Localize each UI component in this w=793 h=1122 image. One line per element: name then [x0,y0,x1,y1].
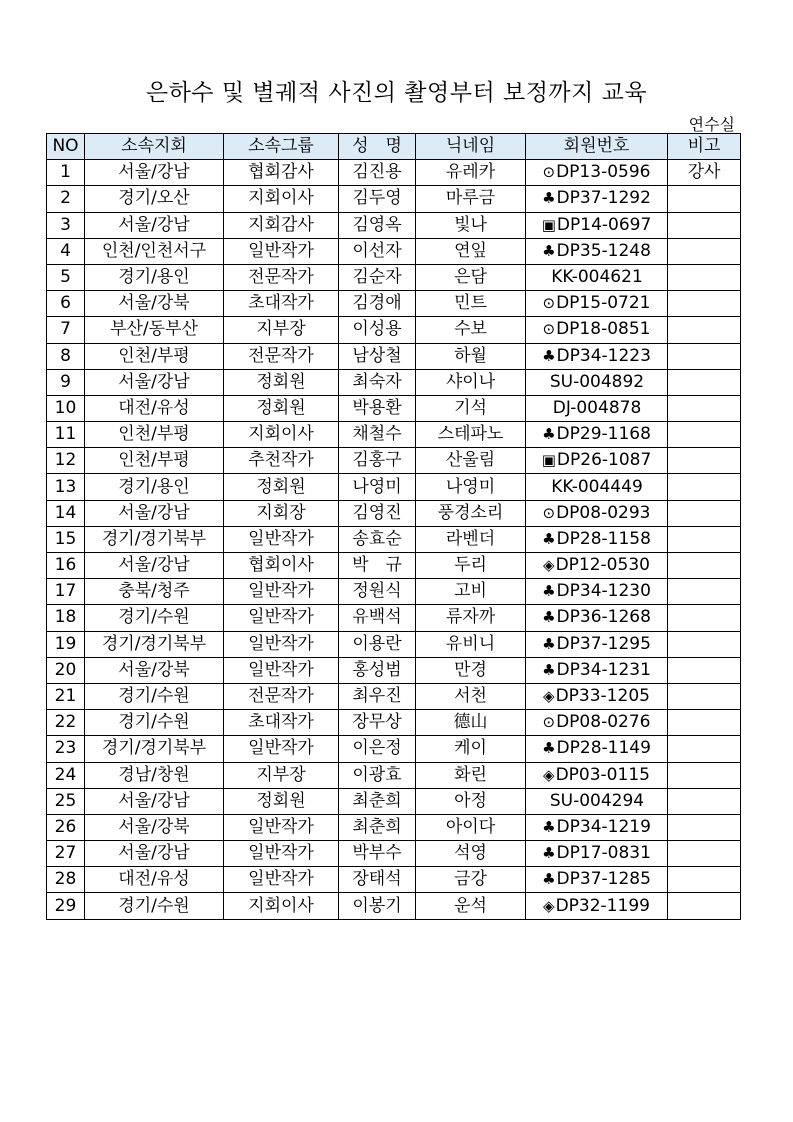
cell-group: 협회감사 [224,160,339,186]
cell-member-no [526,317,668,343]
table-row [47,605,741,631]
cell-no: 5 [47,264,85,290]
cell-branch: 부산/동부산 [85,317,224,343]
cell-member-no [526,814,668,840]
cell-nickname: 아정 [416,788,526,814]
cell-no: 14 [47,500,85,526]
header-nickname: 닉네임 [416,134,526,160]
member-number: DP15-0721 [556,293,651,314]
cell-member-no [526,867,668,893]
member-grade-icon: ⊙ [542,294,556,313]
member-number: DP37-1292 [556,188,651,209]
cell-branch: 경기/수원 [85,683,224,709]
cell-branch: 경남/창원 [85,762,224,788]
cell-group: 지부장 [224,317,339,343]
member-number: DP18-0851 [556,319,651,340]
cell-member-no [526,238,668,264]
cell-no: 15 [47,526,85,552]
cell-group: 지부장 [224,762,339,788]
member-number: DP08-0276 [556,712,651,733]
cell-branch: 서울/강북 [85,291,224,317]
cell-nickname: 나영미 [416,474,526,500]
cell-branch: 서울/강남 [85,212,224,238]
cell-group: 지회이사 [224,893,339,919]
member-number: DP14-0697 [556,214,652,235]
cell-name: 송효순 [339,526,416,552]
table-row [47,867,741,893]
cell-member-no [526,369,668,395]
header-group: 소속그룹 [224,134,339,160]
cell-note [668,841,741,867]
cell-member-no [526,553,668,579]
cell-nickname: 연잎 [416,238,526,264]
cell-member-no [526,186,668,212]
cell-name: 이성용 [339,317,416,343]
cell-branch: 인천/부평 [85,448,224,474]
header-row [47,134,741,160]
cell-member-no [526,291,668,317]
cell-nickname: 산울림 [416,448,526,474]
member-number: SU-004294 [549,790,645,811]
cell-group: 지회이사 [224,422,339,448]
table-header [47,134,741,160]
cell-group: 일반작가 [224,238,339,264]
cell-nickname: 샤이나 [416,369,526,395]
member-number: DP36-1268 [556,607,651,628]
table-row [47,553,741,579]
cell-group: 초대작가 [224,710,339,736]
cell-no: 25 [47,788,85,814]
cell-branch: 서울/강남 [85,553,224,579]
cell-group: 일반작가 [224,814,339,840]
table-row [47,291,741,317]
cell-note [668,422,741,448]
member-number: DP34-1219 [556,816,651,837]
cell-member-no [526,710,668,736]
cell-branch: 대전/유성 [85,395,224,421]
member-number: DP17-0831 [556,843,651,864]
member-number: DP34-1223 [556,345,651,366]
department-label: 연수실 [688,115,735,134]
cell-note [668,448,741,474]
cell-branch: 인천/인천서구 [85,238,224,264]
cell-branch: 경기/수원 [85,710,224,736]
table-row [47,631,741,657]
cell-branch: 대전/유성 [85,867,224,893]
cell-note [668,553,741,579]
cell-no: 29 [47,893,85,919]
member-number: DP08-0293 [556,502,651,523]
cell-group: 일반작가 [224,657,339,683]
cell-no: 10 [47,395,85,421]
member-number: DP37-1285 [556,869,651,890]
cell-group: 지회감사 [224,212,339,238]
cell-no: 27 [47,841,85,867]
cell-name: 남상철 [339,343,416,369]
member-grade-icon: ⊙ [542,713,556,732]
cell-name: 김경애 [339,291,416,317]
cell-no: 1 [47,160,85,186]
cell-no: 17 [47,579,85,605]
cell-no: 13 [47,474,85,500]
cell-group: 추천작가 [224,448,339,474]
cell-member-no [526,683,668,709]
table-row [47,788,741,814]
member-grade-icon: ♣ [542,529,556,548]
cell-branch: 경기/경기북부 [85,631,224,657]
cell-nickname: 화린 [416,762,526,788]
member-grade-icon: ◈ [543,765,555,784]
table-row [47,526,741,552]
cell-group: 협회이사 [224,553,339,579]
header-note: 비고 [668,134,741,160]
cell-nickname: 고비 [416,579,526,605]
member-grade-icon: ⊙ [542,163,556,182]
cell-no: 7 [47,317,85,343]
cell-member-no [526,841,668,867]
cell-note: 강사 [668,160,741,186]
member-grade-icon: ♣ [542,241,556,260]
cell-nickname: 마루금 [416,186,526,212]
cell-member-no [526,212,668,238]
member-number: DP35-1248 [556,240,651,261]
cell-no: 19 [47,631,85,657]
table-row [47,579,741,605]
cell-member-no [526,422,668,448]
cell-nickname: 아이다 [416,814,526,840]
cell-branch: 서울/강북 [85,814,224,840]
cell-nickname: 스테파노 [416,422,526,448]
member-grade-icon: ♣ [542,817,556,836]
member-number: DP28-1149 [556,738,651,759]
cell-member-no [526,631,668,657]
cell-name: 박부수 [339,841,416,867]
member-grade-icon: ♣ [542,660,556,679]
cell-nickname: 금강 [416,867,526,893]
cell-nickname: 민트 [416,291,526,317]
cell-branch: 서울/강북 [85,657,224,683]
cell-member-no [526,474,668,500]
member-number: DJ-004878 [552,397,642,418]
cell-group: 전문작가 [224,683,339,709]
cell-branch: 경기/수원 [85,605,224,631]
cell-nickname: 하월 [416,343,526,369]
cell-branch: 경기/용인 [85,474,224,500]
cell-no: 3 [47,212,85,238]
member-grade-icon: ♣ [542,582,556,601]
cell-note [668,762,741,788]
cell-group: 일반작가 [224,526,339,552]
cell-note [668,683,741,709]
cell-group: 일반작가 [224,736,339,762]
member-grade-icon: ♣ [542,608,556,627]
cell-note [668,395,741,421]
table-row [47,474,741,500]
cell-no: 11 [47,422,85,448]
cell-no: 12 [47,448,85,474]
header-member-no: 회원번호 [526,134,668,160]
cell-nickname: 케이 [416,736,526,762]
member-number: DP34-1231 [556,659,651,680]
cell-group: 전문작가 [224,264,339,290]
cell-group: 일반작가 [224,867,339,893]
cell-nickname: 석영 [416,841,526,867]
member-grade-icon: ⊙ [542,503,556,522]
cell-branch: 인천/부평 [85,343,224,369]
cell-group: 정회원 [224,788,339,814]
member-grade-icon: ◈ [543,687,555,706]
cell-group: 일반작가 [224,579,339,605]
cell-name: 장태석 [339,867,416,893]
cell-no: 24 [47,762,85,788]
cell-nickname: 유레카 [416,160,526,186]
table-row [47,500,741,526]
cell-member-no [526,893,668,919]
cell-no: 26 [47,814,85,840]
cell-name: 이선자 [339,238,416,264]
cell-branch: 서울/강남 [85,788,224,814]
cell-name: 김영옥 [339,212,416,238]
cell-note [668,238,741,264]
member-grade-icon: ♣ [542,739,556,758]
table-body [47,160,741,919]
table-row [47,736,741,762]
cell-member-no [526,605,668,631]
member-number: DP29-1168 [556,424,651,445]
cell-name: 최우진 [339,683,416,709]
member-number: KK-004449 [551,476,643,497]
cell-nickname: 류자까 [416,605,526,631]
member-number: DP26-1087 [556,450,652,471]
cell-no: 28 [47,867,85,893]
member-number: DP12-0530 [555,555,650,576]
cell-member-no [526,788,668,814]
cell-note [668,814,741,840]
cell-no: 20 [47,657,85,683]
table-row [47,395,741,421]
table-row [47,448,741,474]
cell-note [668,579,741,605]
member-number: KK-004621 [551,267,643,288]
cell-name: 최춘희 [339,814,416,840]
cell-note [668,369,741,395]
cell-name: 이광효 [339,762,416,788]
member-number: DP13-0596 [556,162,651,183]
cell-name: 홍성범 [339,657,416,683]
cell-name: 김홍구 [339,448,416,474]
table-row [47,657,741,683]
member-number: DP33-1205 [555,686,650,707]
cell-name: 박용환 [339,395,416,421]
header-branch: 소속지회 [85,134,224,160]
cell-branch: 인천/부평 [85,422,224,448]
cell-no: 22 [47,710,85,736]
cell-branch: 충북/청주 [85,579,224,605]
cell-note [668,867,741,893]
cell-name: 이용란 [339,631,416,657]
cell-note [668,343,741,369]
cell-group: 초대작가 [224,291,339,317]
cell-nickname: 서천 [416,683,526,709]
cell-member-no [526,762,668,788]
cell-note [668,605,741,631]
cell-member-no [526,579,668,605]
table-row [47,422,741,448]
cell-name: 이봉기 [339,893,416,919]
member-grade-icon: ♣ [542,870,556,889]
cell-branch: 서울/강남 [85,500,224,526]
cell-note [668,526,741,552]
member-number: DP03-0115 [555,764,650,785]
cell-member-no [526,736,668,762]
member-number: DP34-1230 [556,581,651,602]
cell-group: 지회장 [224,500,339,526]
cell-note [668,186,741,212]
cell-note [668,317,741,343]
cell-note [668,710,741,736]
table-row [47,683,741,709]
cell-member-no [526,343,668,369]
cell-note [668,500,741,526]
cell-nickname: 수보 [416,317,526,343]
cell-branch: 서울/강남 [85,369,224,395]
header-name: 성 명 [339,134,416,160]
member-grade-icon: ♣ [542,844,556,863]
cell-name: 김두영 [339,186,416,212]
cell-nickname: 德山 [416,710,526,736]
cell-group: 일반작가 [224,605,339,631]
table-row [47,814,741,840]
cell-name: 장무상 [339,710,416,736]
cell-member-no [526,526,668,552]
header-no: NO [47,134,85,160]
cell-member-no [526,264,668,290]
cell-group: 일반작가 [224,841,339,867]
table-row [47,160,741,186]
member-number: DP28-1158 [556,528,651,549]
cell-nickname: 유비니 [416,631,526,657]
cell-branch: 경기/용인 [85,264,224,290]
cell-group: 정회원 [224,395,339,421]
cell-no: 4 [47,238,85,264]
cell-member-no [526,448,668,474]
cell-nickname: 라벤더 [416,526,526,552]
cell-branch: 서울/강남 [85,841,224,867]
table-row [47,186,741,212]
cell-note [668,474,741,500]
cell-name: 이은정 [339,736,416,762]
cell-no: 6 [47,291,85,317]
cell-no: 8 [47,343,85,369]
member-grade-icon: ♣ [542,634,556,653]
member-grade-icon: ♣ [542,189,556,208]
member-number: SU-004892 [549,371,645,392]
table-row [47,710,741,736]
cell-no: 21 [47,683,85,709]
cell-name: 김순자 [339,264,416,290]
table-row [47,264,741,290]
member-grade-icon: ▣ [541,215,556,234]
cell-nickname: 만경 [416,657,526,683]
document-title: 은하수 및 별궤적 사진의 촬영부터 보정까지 교육 [145,80,648,106]
table-row [47,212,741,238]
table-row [47,369,741,395]
cell-nickname: 기석 [416,395,526,421]
cell-note [668,631,741,657]
cell-group: 지회이사 [224,186,339,212]
cell-name: 정원식 [339,579,416,605]
cell-branch: 경기/경기북부 [85,736,224,762]
cell-nickname: 운석 [416,893,526,919]
member-grade-icon: ▣ [541,451,556,470]
cell-nickname: 풍경소리 [416,500,526,526]
cell-note [668,291,741,317]
cell-name: 박 규 [339,553,416,579]
cell-name: 김진용 [339,160,416,186]
cell-member-no [526,395,668,421]
member-grade-icon: ◈ [543,896,555,915]
table-row [47,317,741,343]
cell-branch: 서울/강남 [85,160,224,186]
cell-branch: 경기/경기북부 [85,526,224,552]
cell-member-no [526,657,668,683]
participant-table [46,133,741,920]
cell-name: 나영미 [339,474,416,500]
cell-no: 9 [47,369,85,395]
cell-name: 채철수 [339,422,416,448]
cell-name: 최숙자 [339,369,416,395]
cell-name: 김영진 [339,500,416,526]
cell-note [668,893,741,919]
cell-note [668,212,741,238]
table-row [47,893,741,919]
cell-note [668,788,741,814]
cell-branch: 경기/오산 [85,186,224,212]
table-row [47,238,741,264]
cell-group: 정회원 [224,474,339,500]
member-number: DP32-1199 [555,895,650,916]
cell-no: 2 [47,186,85,212]
table-row [47,841,741,867]
cell-member-no [526,160,668,186]
member-grade-icon: ⊙ [542,320,556,339]
cell-group: 일반작가 [224,631,339,657]
member-grade-icon: ♣ [542,346,556,365]
cell-no: 18 [47,605,85,631]
cell-name: 유백석 [339,605,416,631]
cell-nickname: 빛나 [416,212,526,238]
cell-branch: 경기/수원 [85,893,224,919]
cell-name: 최춘희 [339,788,416,814]
cell-no: 23 [47,736,85,762]
member-number: DP37-1295 [556,633,651,654]
cell-member-no [526,500,668,526]
member-grade-icon: ♣ [542,425,556,444]
table-row [47,343,741,369]
cell-no: 16 [47,553,85,579]
cell-group: 정회원 [224,369,339,395]
cell-nickname: 은담 [416,264,526,290]
cell-group: 전문작가 [224,343,339,369]
cell-note [668,264,741,290]
table-row [47,762,741,788]
cell-nickname: 두리 [416,553,526,579]
cell-note [668,657,741,683]
member-grade-icon: ◈ [543,556,555,575]
cell-note [668,736,741,762]
